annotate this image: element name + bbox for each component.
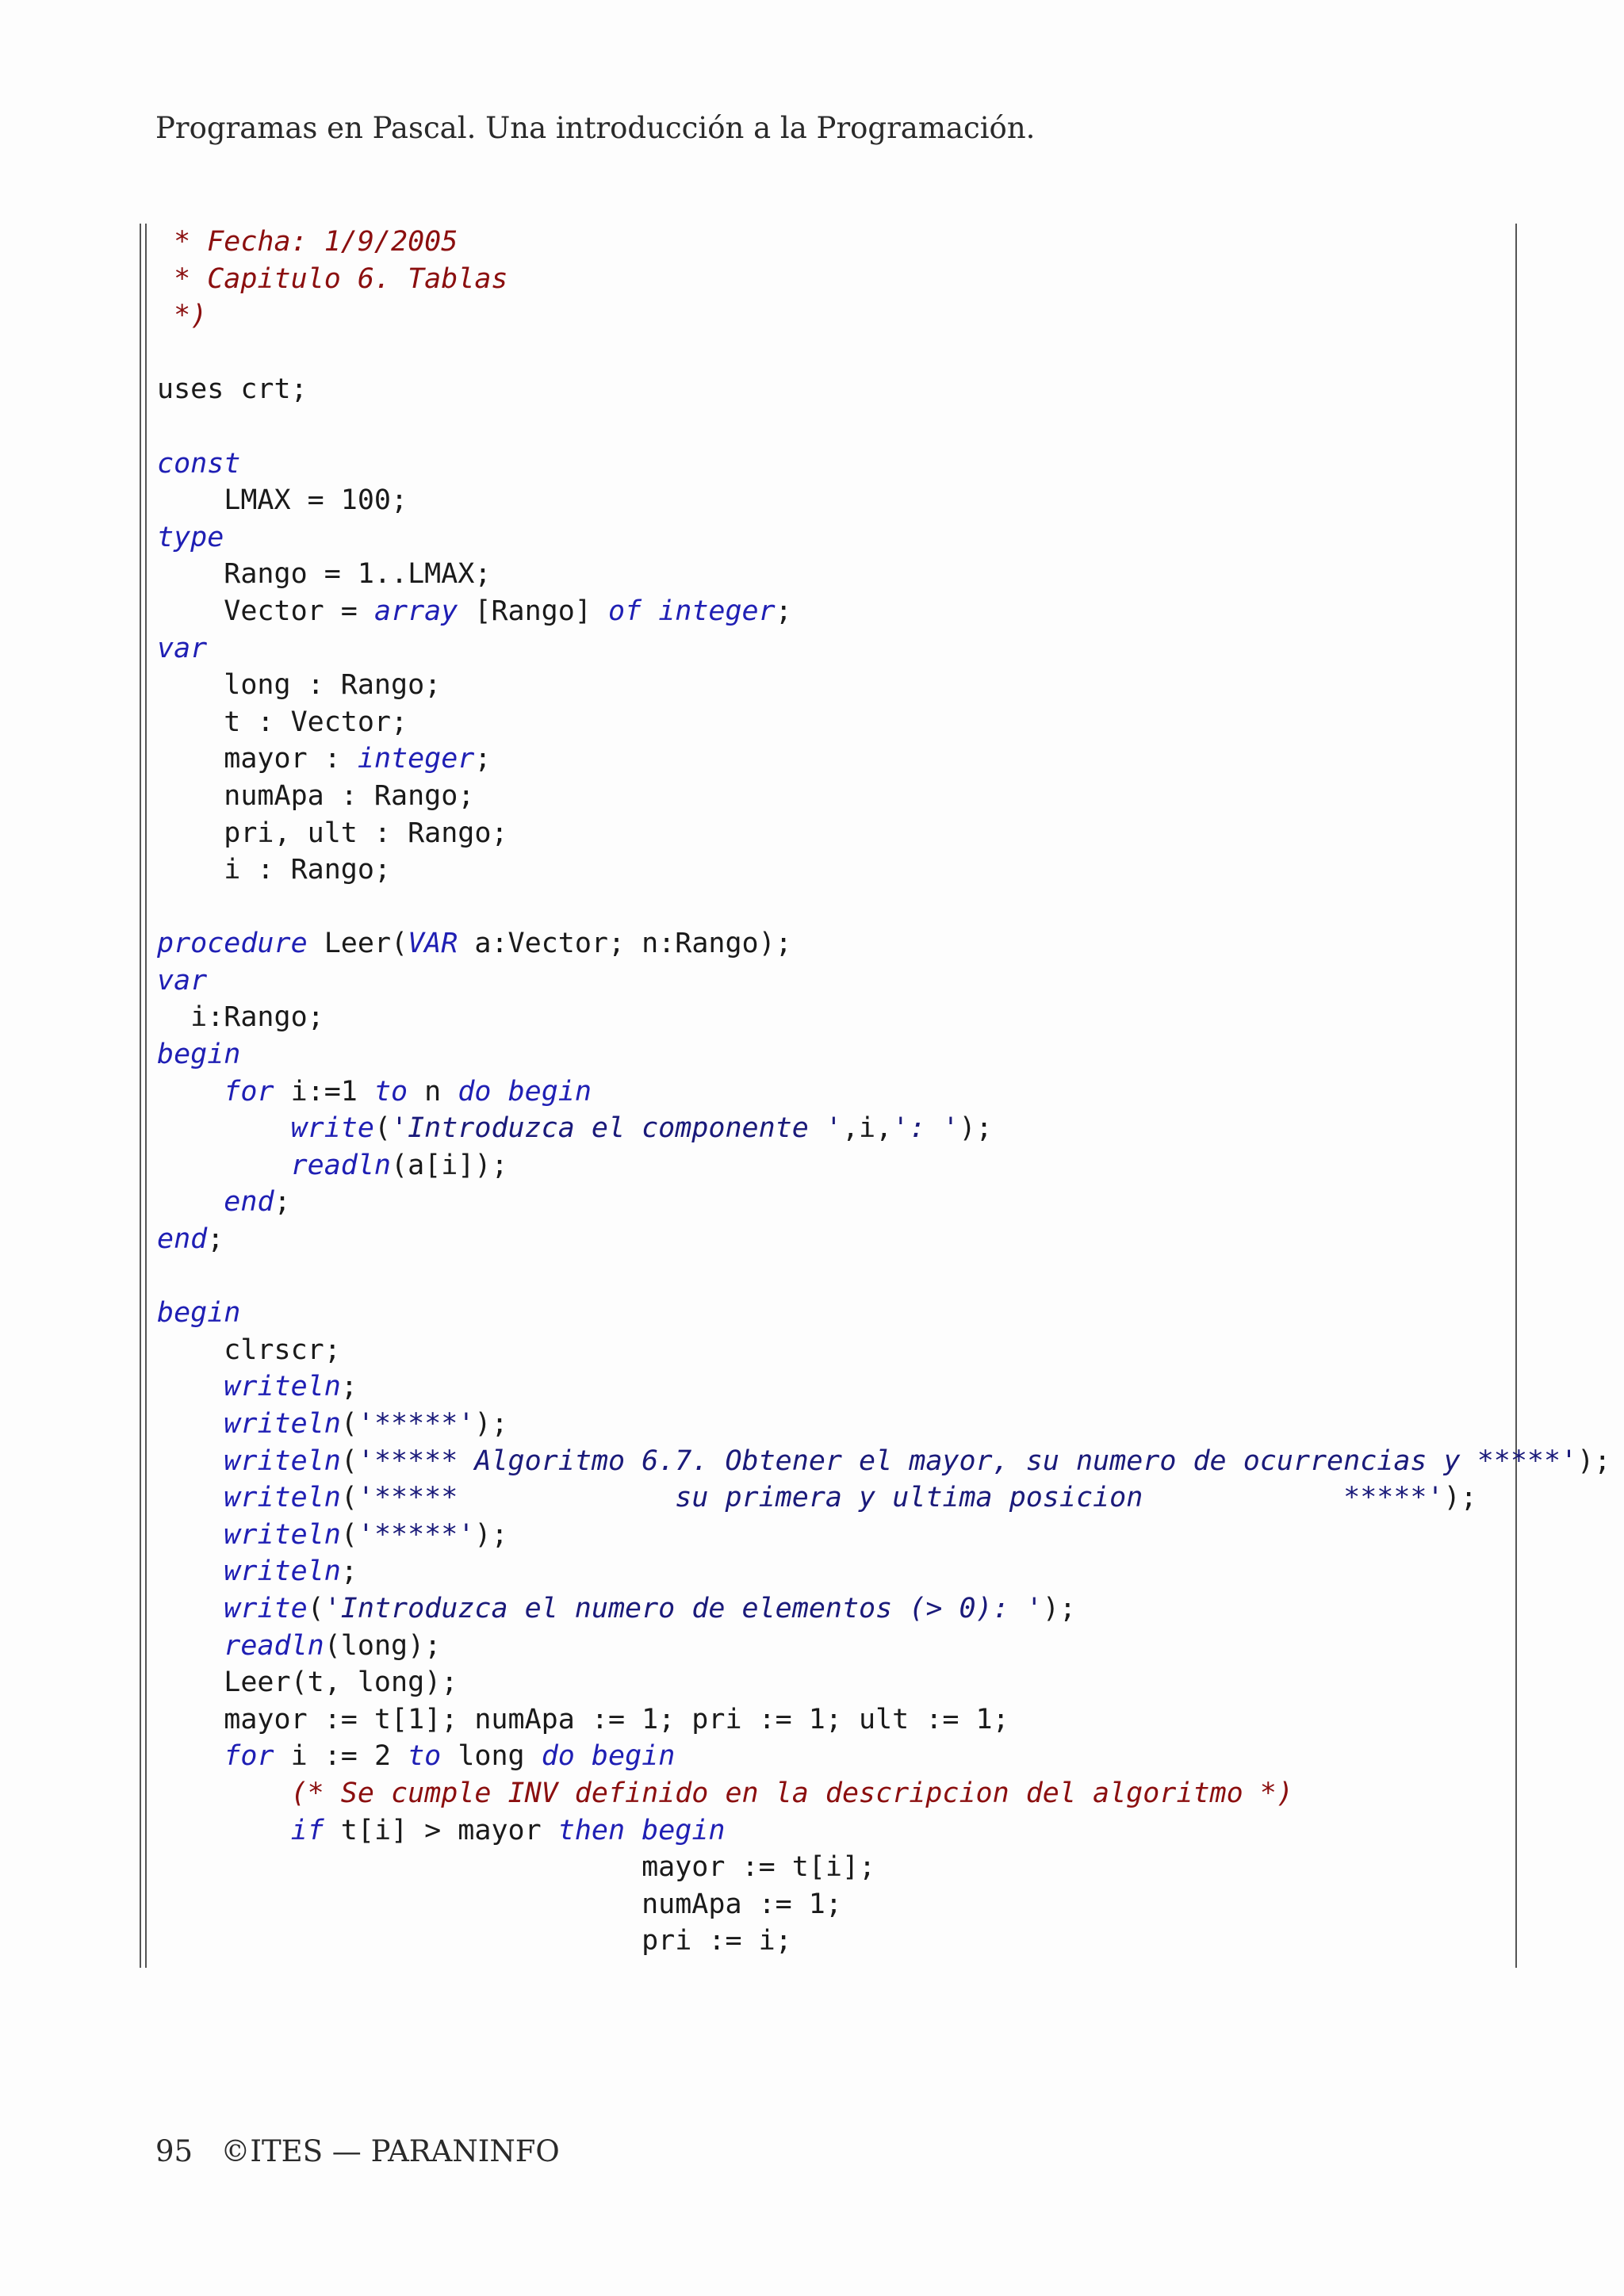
- code-keyword: integer: [658, 595, 776, 627]
- code-text: (: [307, 1592, 324, 1624]
- code-line: [157, 1110, 1611, 1147]
- code-line: [157, 778, 1611, 815]
- code-keyword: if: [290, 1814, 324, 1846]
- left-border-inner: [145, 224, 147, 1968]
- code-keyword: begin: [642, 1814, 726, 1846]
- code-line: [157, 851, 1611, 889]
- code-line: [157, 1775, 1611, 1812]
- code-text: (: [340, 1408, 358, 1440]
- code-line: [157, 740, 1611, 778]
- code-line: [157, 1073, 1611, 1111]
- code-keyword: readln: [290, 1149, 392, 1181]
- code-text: t[i] > mayor: [324, 1814, 558, 1846]
- code-text: long : Rango;: [157, 669, 442, 702]
- code-line: [157, 1036, 1611, 1073]
- code-line: [157, 1664, 1611, 1701]
- code-line: [157, 1812, 1611, 1850]
- code-keyword: writeln: [224, 1445, 341, 1477]
- code-line: [157, 815, 1611, 852]
- code-text: );: [474, 1518, 508, 1551]
- code-string: ': ': [892, 1112, 959, 1145]
- code-line: [157, 1443, 1611, 1480]
- code-line: [157, 704, 1611, 741]
- code-line: [157, 1406, 1611, 1443]
- code-text: ;: [274, 1186, 291, 1219]
- code-text: Rango = 1..LMAX;: [157, 558, 492, 591]
- code-text: ;: [207, 1223, 224, 1256]
- code-text: mayor :: [157, 743, 358, 775]
- code-line: [157, 1295, 1611, 1332]
- code-text: [491, 1076, 508, 1108]
- code-line: [157, 335, 1611, 372]
- code-keyword: begin: [591, 1740, 676, 1773]
- code-text: ;: [340, 1556, 358, 1588]
- code-text: Leer(t, long);: [157, 1667, 458, 1699]
- code-text: [157, 1482, 224, 1513]
- code-line: [157, 1184, 1611, 1221]
- code-text: ;: [474, 743, 492, 775]
- code-text: [157, 1777, 291, 1809]
- code-keyword: begin: [157, 1297, 241, 1330]
- code-string: '***** Algoritmo 6.7. Obtener el mayor, su numero de ocurrencias y *****': [357, 1445, 1578, 1477]
- code-line: [157, 408, 1611, 446]
- code-keyword: to: [408, 1740, 442, 1773]
- code-text: );: [1577, 1445, 1611, 1477]
- code-text: pri := i;: [157, 1925, 792, 1957]
- code-text: [157, 1556, 224, 1587]
- code-line: [157, 1701, 1611, 1739]
- code-text: [157, 1630, 224, 1662]
- code-text: a:Vector; n:Rango);: [458, 928, 792, 960]
- code-string: 'Introduzca el numero de elementos (> 0): ': [324, 1592, 1043, 1624]
- code-keyword: type: [157, 521, 224, 553]
- code-text: numApa : Rango;: [157, 779, 475, 812]
- code-line: [157, 1258, 1611, 1295]
- code-keyword: writeln: [224, 1482, 341, 1514]
- code-keyword: do: [458, 1075, 492, 1108]
- code-line: [157, 297, 1611, 335]
- code-listing-frame: [140, 224, 1611, 1968]
- code-comment: * Capitulo 6. Tablas: [157, 262, 508, 295]
- code-keyword: writeln: [224, 1556, 341, 1588]
- code-text: );: [1443, 1482, 1477, 1514]
- code-keyword: writeln: [224, 1371, 341, 1403]
- code-text: clrscr;: [157, 1334, 341, 1366]
- code-text: (: [373, 1112, 392, 1145]
- code-text: [157, 1371, 224, 1402]
- code-line: [157, 593, 1611, 630]
- code-line: [157, 1368, 1611, 1406]
- code-text: [157, 1445, 224, 1477]
- code-text: ,i,: [841, 1112, 893, 1145]
- code-line: [157, 556, 1611, 593]
- code-text: pri, ult : Rango;: [157, 817, 508, 849]
- code-text: (a[i]);: [391, 1149, 508, 1181]
- code-line: [157, 1886, 1611, 1923]
- code-text: (: [340, 1445, 358, 1477]
- code-text: uses crt;: [157, 373, 308, 406]
- code-string: '*****': [357, 1518, 475, 1551]
- code-line: [157, 1553, 1611, 1590]
- code-line: [157, 371, 1611, 408]
- code-line: [157, 1147, 1611, 1184]
- code-keyword: VAR: [408, 928, 458, 960]
- code-keyword: const: [157, 447, 241, 480]
- code-text: );: [959, 1112, 993, 1145]
- code-line: [157, 1517, 1611, 1554]
- code-line: [157, 1479, 1611, 1517]
- code-line: [157, 1738, 1611, 1775]
- code-line: [157, 482, 1611, 519]
- running-header: Programas en Pascal. Una introducción a la Programación.: [155, 111, 1036, 145]
- code-line: [157, 1332, 1611, 1369]
- code-string: 'Introduzca el componente ': [391, 1112, 842, 1145]
- code-line: [157, 261, 1611, 298]
- code-text: );: [1042, 1592, 1076, 1624]
- code-line: [157, 889, 1611, 926]
- code-line: [157, 1628, 1611, 1665]
- code-text: [Rango]: [458, 595, 608, 627]
- code-keyword: array: [373, 595, 458, 627]
- code-line: [157, 519, 1611, 557]
- code-text: (: [340, 1482, 358, 1514]
- code-keyword: procedure: [157, 928, 308, 960]
- code-text: (long);: [324, 1629, 442, 1662]
- code-text: [625, 1815, 642, 1846]
- code-text: [157, 1593, 224, 1624]
- code-keyword: var: [157, 632, 208, 664]
- code-line: [157, 446, 1611, 483]
- code-text: (: [340, 1518, 358, 1551]
- code-text: [157, 1112, 291, 1144]
- code-keyword: readln: [224, 1629, 324, 1662]
- page-footer: [155, 2134, 560, 2168]
- code-text: n: [408, 1075, 458, 1108]
- code-text: i:Rango;: [157, 1001, 324, 1034]
- code-text: [157, 1740, 224, 1772]
- code-keyword: write: [290, 1112, 374, 1145]
- code-text: i := 2: [274, 1740, 408, 1773]
- code-text: [157, 1150, 291, 1181]
- code-text: [157, 1519, 224, 1551]
- page-number: 95: [155, 2134, 193, 2168]
- code-keyword: do: [541, 1740, 575, 1773]
- code-text: mayor := t[1]; numApa := 1; pri := 1; ult := 1;: [157, 1703, 1009, 1735]
- code-text: ;: [340, 1371, 358, 1403]
- code-text: numApa := 1;: [157, 1888, 842, 1920]
- code-line: [157, 1923, 1611, 1960]
- pascal-code-block: [157, 224, 1611, 1960]
- code-line: [157, 630, 1611, 668]
- code-comment: *): [157, 300, 208, 332]
- code-text: t : Vector;: [157, 706, 408, 738]
- code-string: '*****': [357, 1408, 475, 1440]
- code-text: [157, 1186, 224, 1218]
- code-keyword: for: [224, 1740, 274, 1773]
- code-text: LMAX = 100;: [157, 484, 408, 517]
- code-text: Leer(: [307, 928, 408, 960]
- code-keyword: end: [157, 1223, 208, 1256]
- code-text: [157, 1815, 291, 1846]
- copyright-notice: ©ITES — PARANINFO: [220, 2134, 560, 2168]
- code-string: '***** su primera y ultima posicion *****': [357, 1482, 1444, 1514]
- code-keyword: end: [224, 1186, 274, 1219]
- code-keyword: write: [224, 1592, 308, 1624]
- code-line: [157, 925, 1611, 962]
- code-keyword: to: [373, 1075, 408, 1108]
- left-border-outer: [140, 224, 141, 1968]
- code-comment: * Fecha: 1/9/2005: [157, 226, 458, 258]
- code-text: );: [474, 1408, 508, 1440]
- code-text: mayor := t[i];: [157, 1851, 876, 1884]
- code-keyword: for: [224, 1075, 274, 1108]
- code-keyword: var: [157, 964, 208, 997]
- code-keyword: then: [557, 1814, 626, 1846]
- code-line: [157, 1590, 1611, 1628]
- code-line: [157, 962, 1611, 1000]
- code-keyword: begin: [508, 1075, 592, 1108]
- code-line: [157, 224, 1611, 261]
- code-text: Vector =: [157, 595, 374, 627]
- code-keyword: begin: [157, 1039, 241, 1071]
- code-text: ;: [775, 595, 792, 627]
- code-text: i : Rango;: [157, 854, 392, 886]
- code-line: [157, 667, 1611, 704]
- code-line: [157, 1221, 1611, 1258]
- code-text: [642, 595, 658, 627]
- code-keyword: integer: [357, 743, 475, 775]
- code-keyword: of: [607, 595, 642, 627]
- code-text: [575, 1740, 592, 1772]
- code-line: [157, 1849, 1611, 1886]
- code-text: [157, 1408, 224, 1440]
- code-text: i:=1: [274, 1075, 374, 1108]
- code-text: [157, 1076, 224, 1108]
- code-text: long: [441, 1740, 542, 1773]
- code-keyword: writeln: [224, 1408, 341, 1440]
- code-line: [157, 999, 1611, 1036]
- code-keyword: writeln: [224, 1518, 341, 1551]
- code-comment: (* Se cumple INV definido en la descripcion del algoritmo *): [290, 1777, 1293, 1809]
